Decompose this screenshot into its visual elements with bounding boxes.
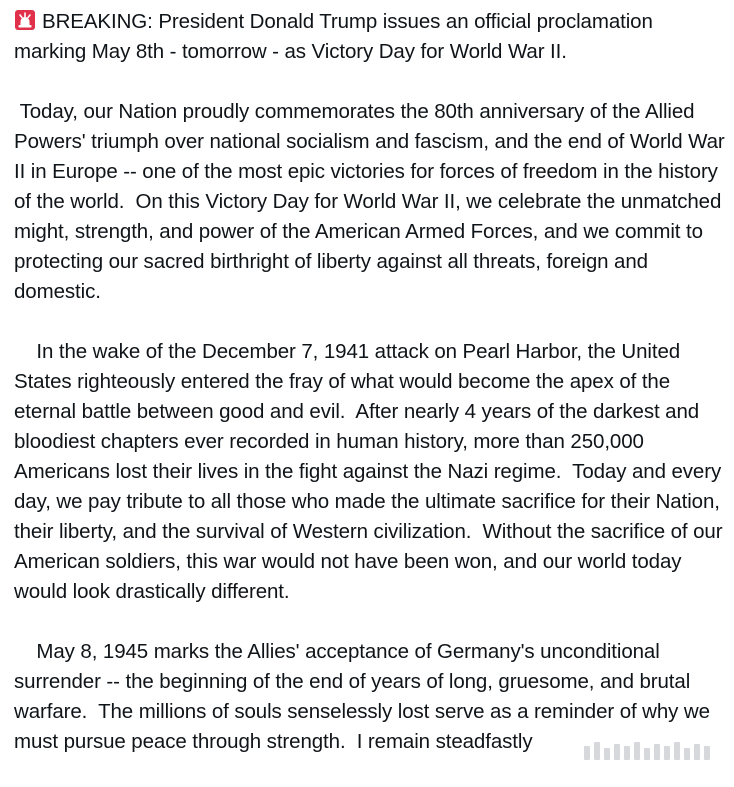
- paragraph-1: Today, our Nation proudly commemorates the 80th anniversary of the Allied Powers' triumph over national socialism and fascism, and the end of World War II in Europe -- one of the most epic victories for forces of freedom in the history of the world. On this Victory Day for World War II, we celebrate the unmatched might, strength, and power of the American Armed Forces, and we commit to protecting our sacred birthright of liberty against all threats, foreign and domestic.: [14, 97, 726, 307]
- siren-icon: [14, 9, 36, 31]
- headline-text: BREAKING: President Donald Trump issues an official proclamation marking May 8th - tomorrow - as Victory Day for World War II.: [14, 10, 658, 63]
- post-headline: [14, 7, 726, 67]
- paragraph-3: May 8, 1945 marks the Allies' acceptance of Germany's unconditional surrender -- the beginning of the end of years of long, gruesome, and brutal warfare. The millions of souls senselessly lost serve as a reminder of why we must pursue peace through strength. I remain steadfastly: [14, 637, 726, 757]
- paragraph-2: In the wake of the December 7, 1941 attack on Pearl Harbor, the United States righteously entered the fray of what would become the apex of the eternal battle between good and evil. After nearly 4 years of the darkest and bloodiest chapters ever recorded in human history, more than 250,000 Americans lost their lives in the fight against the Nazi regime. Today and every day, we pay tribute to all those who made the ultimate sacrifice for their Nation, their liberty, and the survival of Western civilization. Without the sacrifice of our American soldiers, this war would not have been won, and our world today would look drastically different.: [14, 337, 726, 607]
- post-body: [14, 7, 726, 787]
